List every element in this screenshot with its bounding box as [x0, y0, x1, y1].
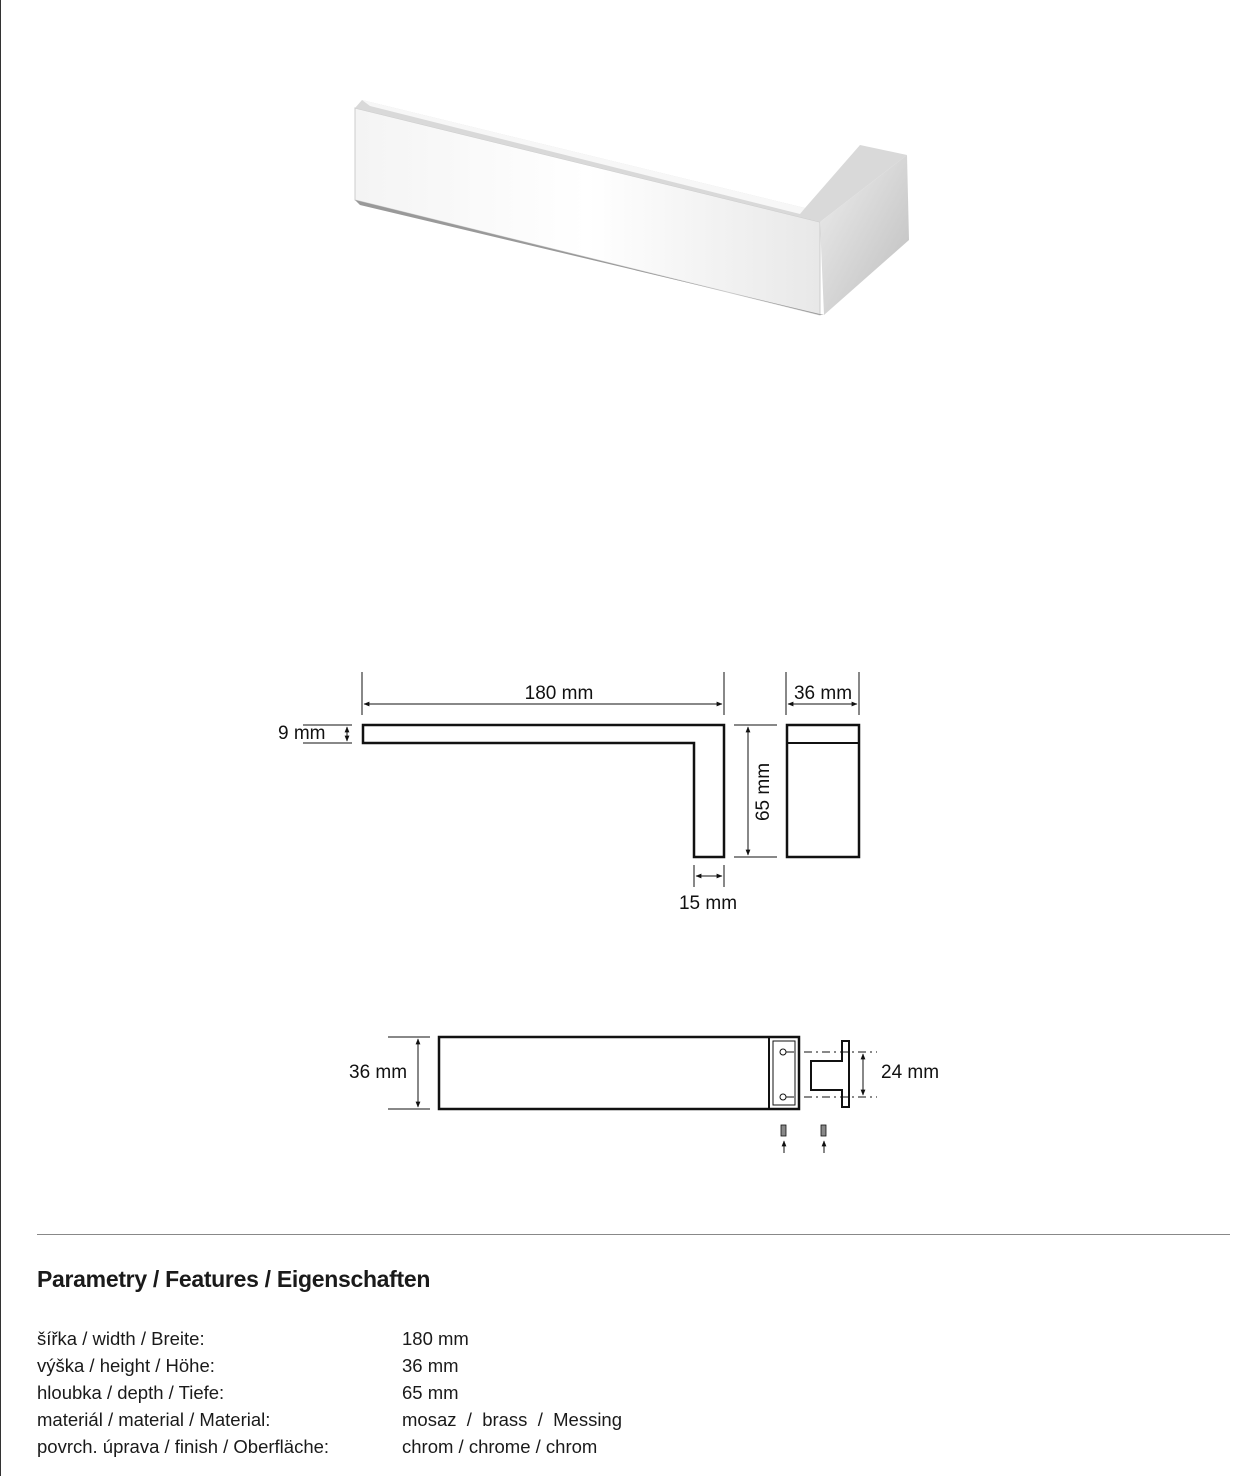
depth-dimension: 36 mm: [793, 683, 853, 704]
bottom-view-drawing: [388, 1037, 877, 1153]
feature-row: [37, 1406, 622, 1433]
feature-label: povrch. úprava / finish / Oberfläche:: [37, 1436, 330, 1457]
thickness-dimension: 9 mm: [278, 723, 326, 744]
width-dimension: 180 mm: [524, 683, 594, 704]
feature-label: šířka / width / Breite:: [37, 1328, 205, 1349]
feature-value: chrom / chrome / chrom: [402, 1436, 598, 1457]
height-dimension: 65 mm: [753, 762, 774, 822]
feature-value: mosaz / brass / Messing: [402, 1409, 623, 1430]
feature-label: materiál / material / Material:: [37, 1409, 271, 1430]
feature-value: 65 mm: [402, 1382, 459, 1403]
feature-row: [37, 1379, 622, 1406]
feature-value: 180 mm: [402, 1328, 469, 1349]
arm-dimension: 15 mm: [678, 893, 738, 914]
feature-label: hloubka / depth / Tiefe:: [37, 1382, 225, 1403]
section-divider: [37, 1234, 1230, 1235]
features-table: [37, 1325, 622, 1460]
feature-value: 36 mm: [402, 1355, 459, 1376]
feature-row: [37, 1352, 622, 1379]
feature-row: [37, 1325, 622, 1352]
feature-row: [37, 1433, 622, 1460]
bottom-height-dimension: 36 mm: [349, 1062, 408, 1083]
mount-dimension: 24 mm: [881, 1062, 940, 1083]
product-image: [355, 100, 909, 315]
features-heading: Parametry / Features / Eigenschaften: [37, 1266, 431, 1292]
side-view-drawing: [303, 672, 859, 887]
feature-label: výška / height / Höhe:: [37, 1355, 215, 1376]
